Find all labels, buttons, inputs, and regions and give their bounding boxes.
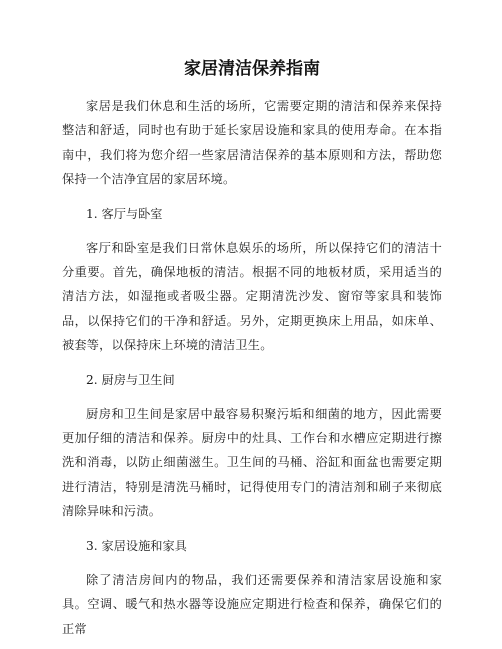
section-body-facilities-furniture: 除了清洁房间内的物品，我们还需要保养和清洁家居设施和家具。空调、暖气和热水器等设施应定期进行检查和保养，确保它们的正常: [62, 572, 442, 636]
section-body-living-bedroom: 客厅和卧室是我们日常休息娱乐的场所，所以保持它们的清洁十分重要。首先，确保地板的清洁。根据不同的地板材质，采用适当的清洁方法，如湿拖或者吸尘器。定期清洗沙发、窗帘等家具和装饰品，以保持它们的干净和舒适。另外，定期更换床上用品，如床单、被套等，以保持床上环境的清洁卫生。: [62, 240, 442, 353]
section-heading-kitchen-bathroom: 2. 厨房与卫生间: [86, 372, 175, 387]
section-body-kitchen-bathroom: 厨房和卫生间是家居中最容易积聚污垢和细菌的地方，因此需要更加仔细的清洁和保养。厨房中的灶具、工作台和水槽应定期进行擦洗和消毒，以防止细菌滋生。卫生间的马桶、浴缸和面盆也需要定期进行清洁，特别是清洗马桶时，记得使用专门的清洁剂和刷子来彻底清除异味和污渍。: [62, 406, 442, 519]
document-page: [62, 58, 442, 641]
document-title: 家居清洁保养指南: [184, 59, 320, 79]
section-heading-facilities-furniture: 3. 家居设施和家具: [86, 538, 187, 553]
intro-paragraph: 家居是我们休息和生活的场所，它需要定期的清洁和保养来保持整洁和舒适，同时也有助于延长家居设施和家具的使用寿命。在本指南中，我们将为您介绍一些家居清洁保养的基本原则和方法，帮助您保持一个洁净宜居的家居环境。: [62, 99, 442, 187]
section-heading-living-bedroom: 1. 客厅与卧室: [86, 206, 163, 221]
